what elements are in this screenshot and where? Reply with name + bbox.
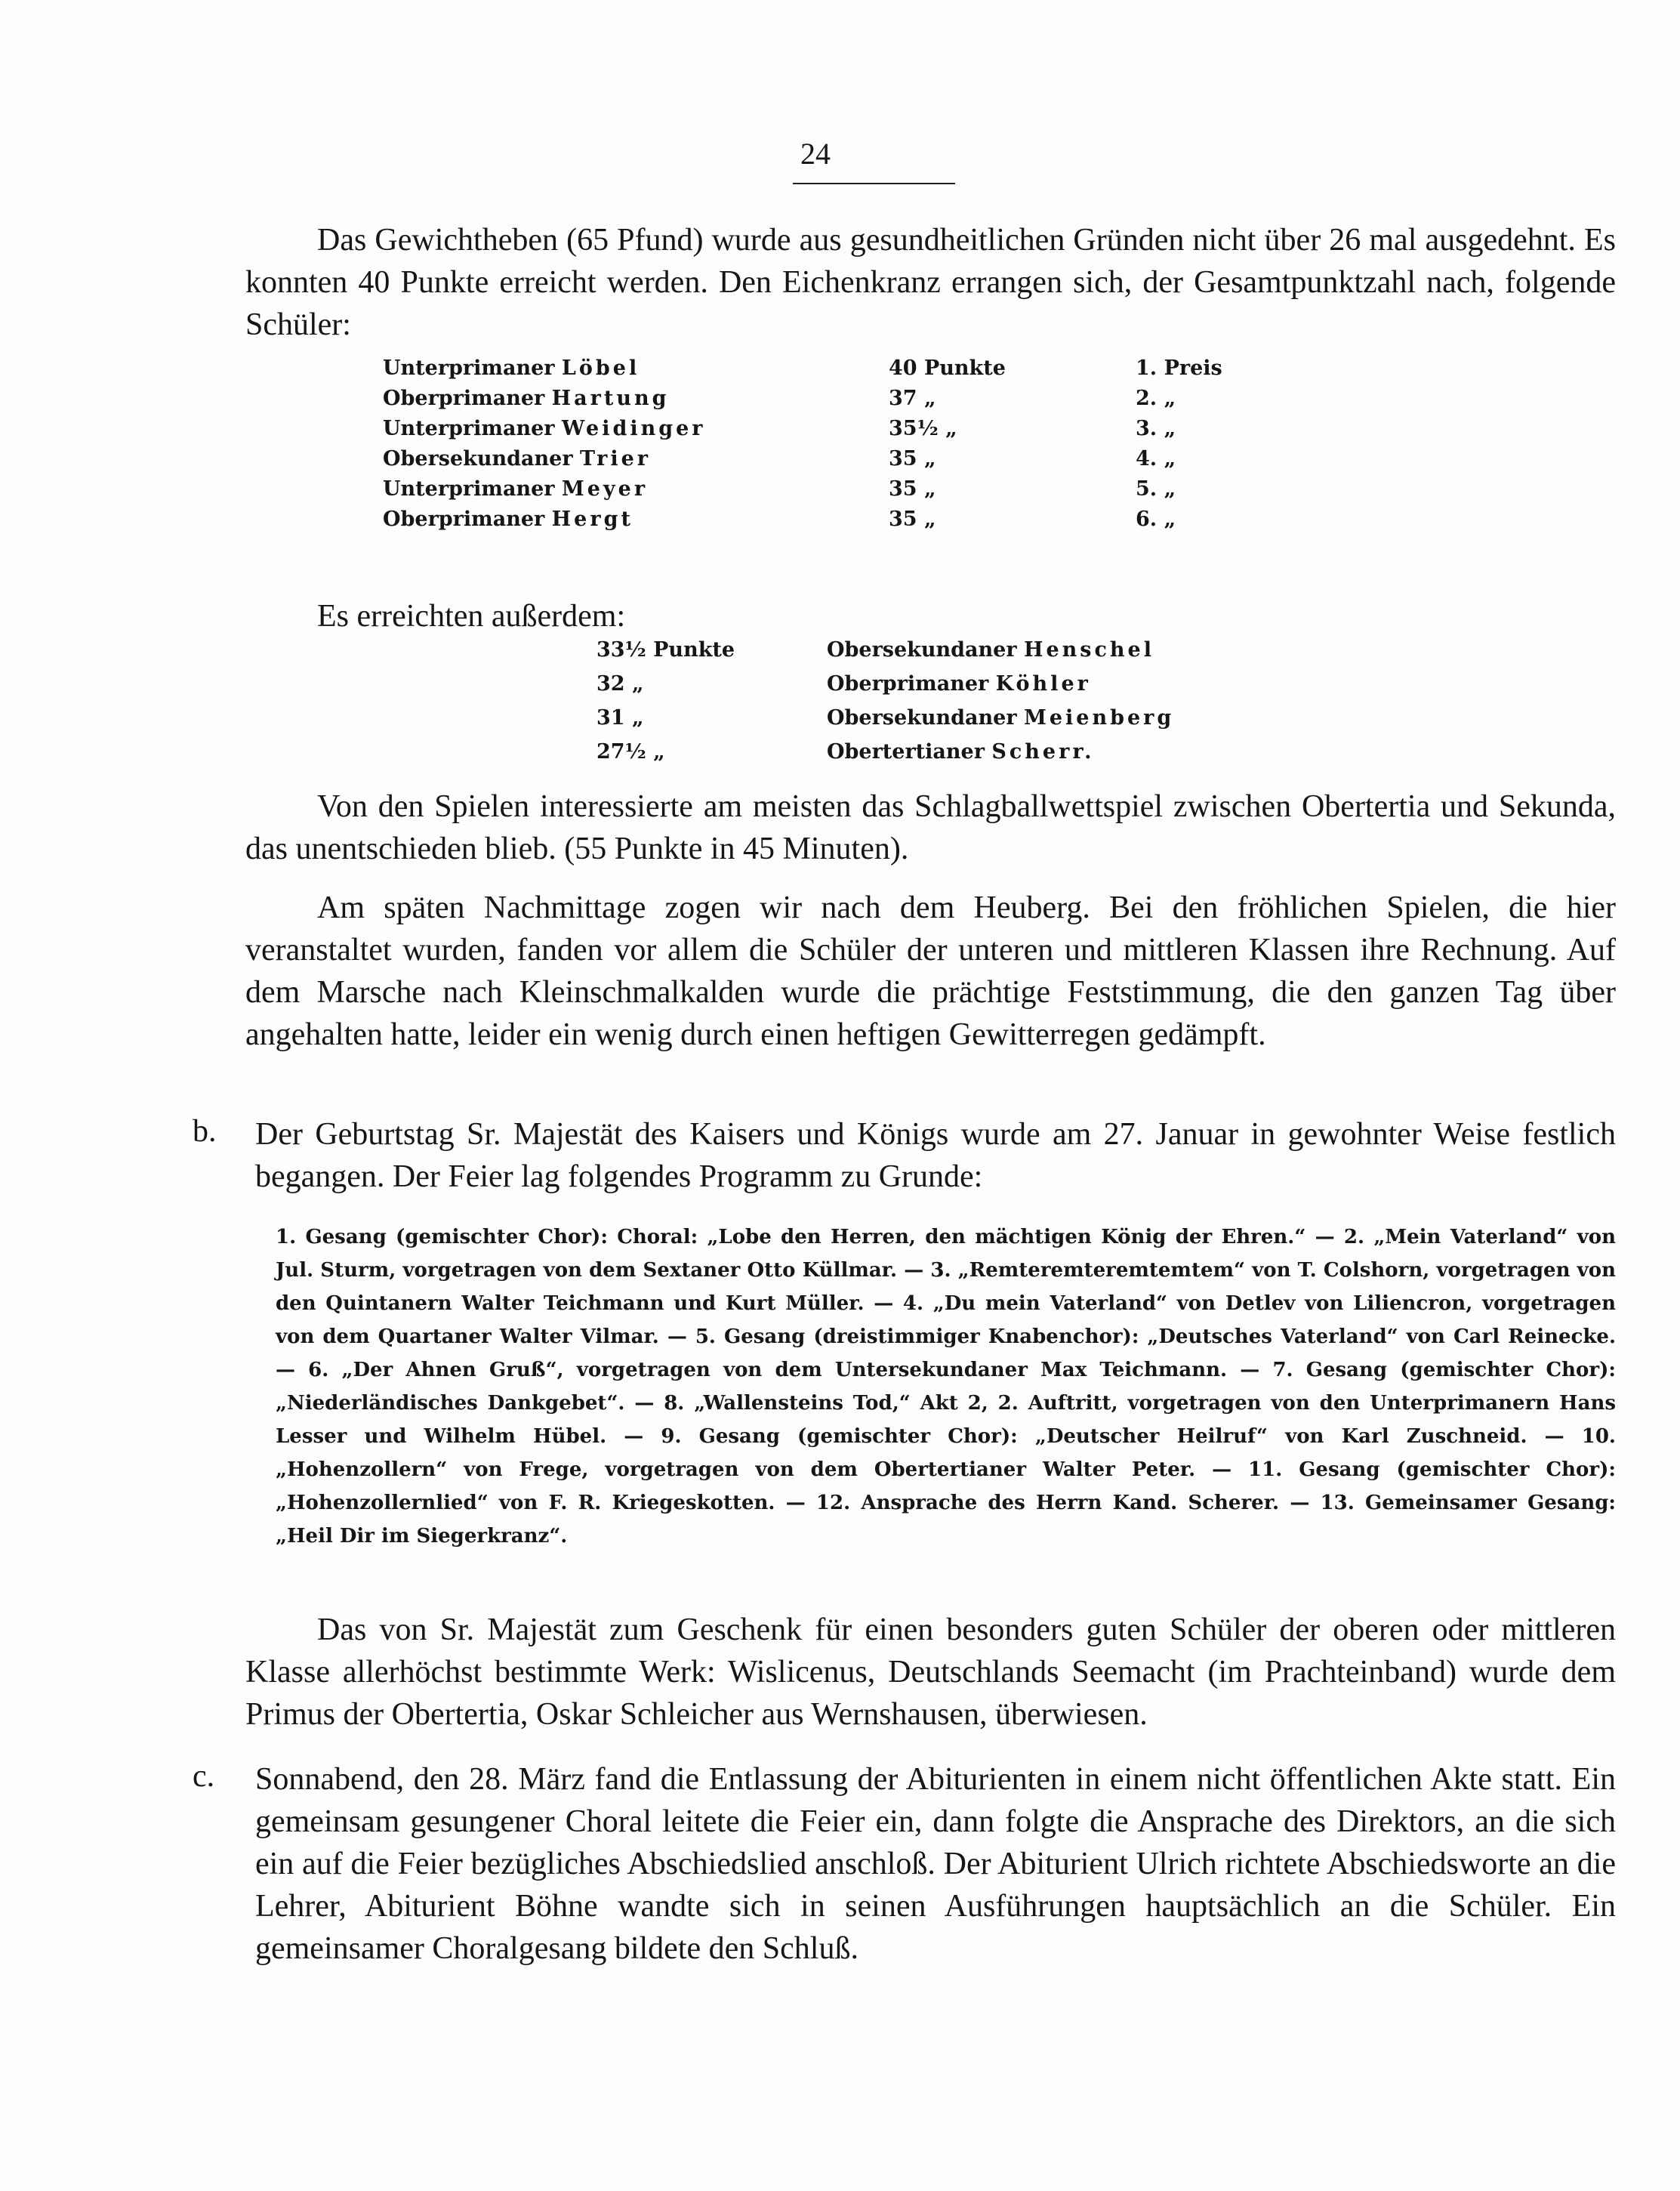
winner-points: 40 Punkte — [889, 356, 1006, 380]
other-name: Obersekundaner Meienberg — [827, 706, 1175, 730]
winner-name: Unterprimaner Weidinger — [383, 417, 706, 440]
winner-name: Oberprimaner Hartung — [383, 387, 670, 410]
winner-points: 37 „ — [889, 387, 936, 410]
winner-row — [383, 417, 1289, 447]
other-name: Obertertianer Scherr. — [827, 740, 1095, 764]
winner-place: 4. „ — [1136, 447, 1176, 471]
winner-points: 35 „ — [889, 447, 936, 471]
winner-name: Unterprimaner Löbel — [383, 356, 640, 380]
other-name: Obersekundaner Henschel — [827, 638, 1154, 662]
other-row — [596, 672, 1427, 702]
winner-row — [383, 477, 1289, 508]
paragraph-others-heading: Es erreichten außerdem: — [317, 599, 626, 634]
other-row — [596, 638, 1427, 668]
section-b-label: b. — [193, 1114, 217, 1149]
winner-row — [383, 356, 1289, 387]
section-b-text: Der Geburtstag Sr. Majestät des Kaisers und Königs wurde am 27. Januar in gewohnter Weise festlich begangen. Der Feier lag folgendes Programm zu Grunde: — [255, 1117, 1616, 1194]
winner-row — [383, 508, 1289, 538]
other-points: 32 „ — [596, 672, 644, 696]
winner-row — [383, 447, 1289, 477]
other-row — [596, 740, 1427, 770]
winner-place: 1. Preis — [1136, 356, 1222, 380]
winner-points: 35 „ — [889, 477, 936, 501]
paragraph-gift: Das von Sr. Majestät zum Geschenk für einen besonders guten Schüler der oberen oder mittleren Klasse allerhöchst bestimmte Werk: Wislicenus, Deutschlands Seemacht (im Prachteinband) wurde dem Primus der Obertertia, Oskar Schleicher aus Wernshausen, überwiesen. — [245, 1612, 1616, 1732]
winner-points: 35½ „ — [889, 417, 957, 440]
winner-name: Unterprimaner Meyer — [383, 477, 649, 501]
other-points: 27½ „ — [596, 740, 665, 764]
program-list: 1. Gesang (gemischter Chor): Choral: „Lobe den Herren, den mächtigen König der Ehren.“ — 2. „Mein Vaterland“ von Jul. Sturm, vorgetragen von dem Sextaner Otto Küllmar. — 3. „Remteremteremtemtem“ von T. Colshorn, vorgetragen von den Quintanern Walter Teichmann und Kurt Müller. — 4. „Du mein Vaterland“ von Detlev von Liliencron, vorgetragen von dem Quartaner Walter Vilmar. — 5. Gesang (dreistimmiger Knabenchor): „Deutsches Vaterland“ von Carl Reinecke. — 6. „Der Ahnen Gruß“, vorgetragen von dem Untersekundaner Max Teichmann. — 7. Gesang (gemischter Chor): „Niederländisches Dankgebet“. — 8. „Wallensteins Tod,“ Akt 2, 2. Auftritt, vorgetragen von den Unterprimanern Hans Lesser und Wilhelm Hübel. — 9. Gesang (gemischter Chor): „Deutscher Heilruf“ von Karl Zuschneid. — 10. „Hohenzollern“ von Frege, vorgetragen von dem Obertertianer Walter Peter. — 11. Gesang (gemischter Chor): „Hohenzollernlied“ von F. R. Kriegeskotten. — 12. Ansprache des Herrn Kand. Scherer. — 13. Gemeinsamer Gesang: „Heil Dir im Siegerkranz“. — [276, 1226, 1616, 1548]
page-number-rule — [793, 183, 955, 184]
other-points: 33½ Punkte — [596, 638, 735, 662]
winner-points: 35 „ — [889, 508, 936, 531]
paragraph-weightlifting: Das Gewichtheben (65 Pfund) wurde aus gesundheitlichen Gründen nicht über 26 mal ausgedehnt. Es konnten 40 Punkte erreicht werden. Den Eichenkranz errangen sich, der Gesamtpunktzahl nach, folgende Schüler: — [245, 223, 1616, 342]
other-row — [596, 706, 1427, 736]
winner-name: Obersekundaner Trier — [383, 447, 651, 471]
winner-place: 6. „ — [1136, 508, 1176, 531]
section-c-text: Sonnabend, den 28. März fand die Entlassung der Abiturienten in einem nicht öffentlichen Akte statt. Ein gemeinsam gesungener Choral leitete die Feier ein, dann folgte die Ansprache des Direktors, an die sich ein auf die Feier bezügliches Abschiedslied anschloß. Der Abiturient Ulrich richtete Abschiedsworte an die Lehrer, Abiturient Böhne wandte sich in seinen Ausführungen hauptsächlich an die Schüler. Ein gemeinsamer Choralgesang bildete den Schluß. — [255, 1762, 1616, 1966]
paragraph-heuberg: Am späten Nachmittage zogen wir nach dem Heuberg. Bei den fröhlichen Spielen, die hier veranstaltet wurden, fanden vor allem die Schüler der unteren und mittleren Klassen ihre Rechnung. Auf dem Marsche nach Kleinschmalkalden wurde die prächtige Feststimmung, die den ganzen Tag über angehalten hatte, leider ein wenig durch einen heftigen Gewitterregen gedämpft. — [245, 890, 1616, 1052]
winner-name: Oberprimaner Hergt — [383, 508, 633, 531]
section-c-label: c. — [193, 1759, 215, 1794]
winner-place: 5. „ — [1136, 477, 1176, 501]
winner-place: 3. „ — [1136, 417, 1176, 440]
winner-row — [383, 387, 1289, 417]
other-name: Oberprimaner Köhler — [827, 672, 1091, 696]
winner-place: 2. „ — [1136, 387, 1176, 410]
page-number: 24 — [800, 137, 831, 171]
other-points: 31 „ — [596, 706, 644, 730]
paragraph-games: Von den Spielen interessierte am meisten das Schlagballwettspiel zwischen Obertertia und Sekunda, das unentschieden blieb. (55 Punkte in 45 Minuten). — [245, 789, 1616, 866]
